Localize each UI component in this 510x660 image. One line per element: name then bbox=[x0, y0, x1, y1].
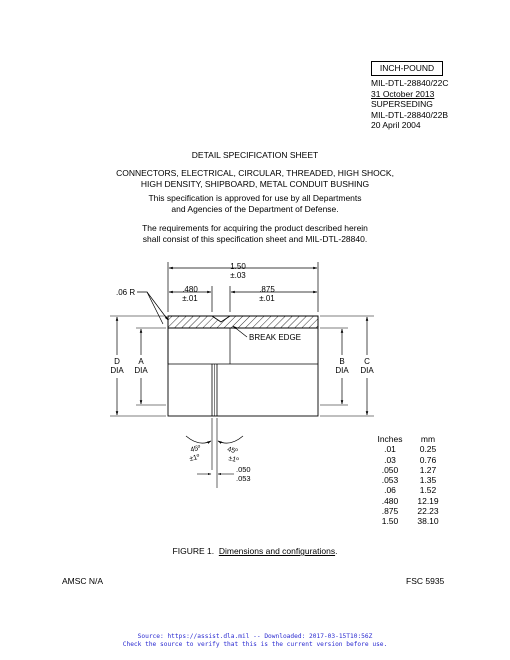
slot-width-callout bbox=[197, 465, 251, 483]
angle-left-tol: ±1º bbox=[188, 453, 201, 463]
inches-cell: .03 bbox=[384, 454, 396, 465]
spec-title-line2: HIGH DENSITY, SHIPBOARD, METAL CONDUIT BUSHING bbox=[140, 178, 370, 189]
figure-caption-text: Dimensions and configurations bbox=[218, 546, 336, 556]
dim-right-value: .875 bbox=[259, 285, 275, 294]
sheet-type: DETAIL SPECIFICATION SHEET bbox=[191, 150, 319, 160]
superseded-doc: MIL-DTL-28840/22B bbox=[371, 109, 449, 120]
figure-label: FIGURE 1. bbox=[172, 546, 215, 556]
angle-right-tol: ±1º bbox=[227, 455, 240, 465]
c-dia-label: DIA bbox=[360, 366, 374, 375]
inches-cell: 1.50 bbox=[381, 516, 399, 527]
table-row bbox=[372, 455, 448, 465]
b-dia-label: DIA bbox=[335, 366, 349, 375]
dim-left-tol: ±.01 bbox=[182, 294, 198, 303]
dim-left bbox=[169, 285, 212, 312]
mm-cell: 1.35 bbox=[419, 475, 437, 486]
slot-width-2: .053 bbox=[236, 474, 251, 483]
angle-left: 45º bbox=[189, 444, 202, 454]
fsc-label: FSC 5935 bbox=[406, 576, 445, 586]
table-row bbox=[372, 485, 448, 495]
spec-title-line1: CONNECTORS, ELECTRICAL, CIRCULAR, THREADED, HIGH SHOCK, bbox=[116, 168, 394, 178]
mm-cell: 22.23 bbox=[417, 506, 439, 517]
a-label: A bbox=[138, 357, 144, 366]
table-row bbox=[372, 516, 448, 526]
approval-line1: This specification is approved for use by all Departments bbox=[148, 193, 362, 203]
b-label: B bbox=[339, 357, 345, 366]
inches-cell: .01 bbox=[384, 444, 396, 455]
mm-cell: 1.27 bbox=[419, 464, 437, 475]
angle-right: 45º bbox=[226, 446, 239, 456]
mm-cell: 12.19 bbox=[417, 495, 439, 506]
header-inches: Inches bbox=[377, 434, 403, 444]
superseding-label: SUPERSEDING bbox=[371, 99, 433, 109]
source-notice bbox=[0, 633, 510, 648]
dim-a-dia bbox=[134, 328, 166, 405]
c-label: C bbox=[364, 357, 370, 366]
radius-callout bbox=[116, 288, 168, 324]
conversion-table bbox=[372, 434, 448, 527]
table-row bbox=[372, 444, 448, 454]
d-dia-label: DIA bbox=[110, 366, 124, 375]
bushing-body bbox=[168, 316, 318, 416]
figure-caption bbox=[0, 546, 510, 556]
slot-angle-callout bbox=[186, 418, 243, 488]
source-line1[interactable]: Source: https://assist.dla.mil -- Downloaded: 2017-03-15T10:56Z bbox=[137, 633, 373, 640]
header-mm: mm bbox=[420, 434, 436, 444]
mm-cell: 38.10 bbox=[417, 516, 439, 527]
source-line2: Check the source to verify that this is the current version before use. bbox=[122, 640, 388, 648]
dim-overall-value: 1.50 bbox=[230, 262, 246, 271]
approval-line2: and Agencies of the Department of Defense. bbox=[171, 203, 339, 214]
doc-date: 31 October 2013 bbox=[371, 88, 435, 99]
break-edge-label: BREAK EDGE bbox=[249, 333, 302, 342]
slot-width-1: .050 bbox=[236, 465, 251, 474]
a-dia-label: DIA bbox=[134, 366, 148, 375]
mm-cell: 1.52 bbox=[419, 485, 437, 496]
dim-right-tol: ±.01 bbox=[259, 294, 275, 303]
superseded-date: 20 April 2004 bbox=[371, 120, 421, 130]
doc-number: MIL-DTL-28840/22C bbox=[371, 78, 449, 88]
table-row bbox=[372, 475, 448, 485]
radius-label: .06 R bbox=[116, 288, 136, 297]
mm-cell: 0.76 bbox=[419, 454, 437, 465]
requirements-line2: shall consist of this specification sheet and MIL-DTL-28840. bbox=[142, 233, 368, 244]
inches-cell: .480 bbox=[381, 495, 399, 506]
dim-right bbox=[230, 285, 317, 312]
table-row bbox=[372, 506, 448, 516]
table-row bbox=[372, 465, 448, 475]
inches-cell: .875 bbox=[381, 506, 399, 517]
dim-left-value: .480 bbox=[182, 285, 198, 294]
requirements-line1: The requirements for acquiring the product described herein bbox=[142, 223, 368, 233]
amsc-label: AMSC N/A bbox=[62, 576, 104, 586]
table-row bbox=[372, 496, 448, 506]
inches-cell: .06 bbox=[384, 485, 396, 496]
dim-overall-tol: ±.03 bbox=[230, 271, 246, 280]
d-label: D bbox=[114, 357, 120, 366]
mm-cell: 0.25 bbox=[419, 444, 437, 455]
dim-b-dia bbox=[320, 328, 349, 405]
inch-pound-label: INCH-POUND bbox=[371, 61, 443, 76]
figure-caption-period: . bbox=[335, 546, 338, 556]
inches-cell: .050 bbox=[381, 464, 399, 475]
conversion-header bbox=[372, 434, 448, 444]
inches-cell: .053 bbox=[381, 475, 399, 486]
